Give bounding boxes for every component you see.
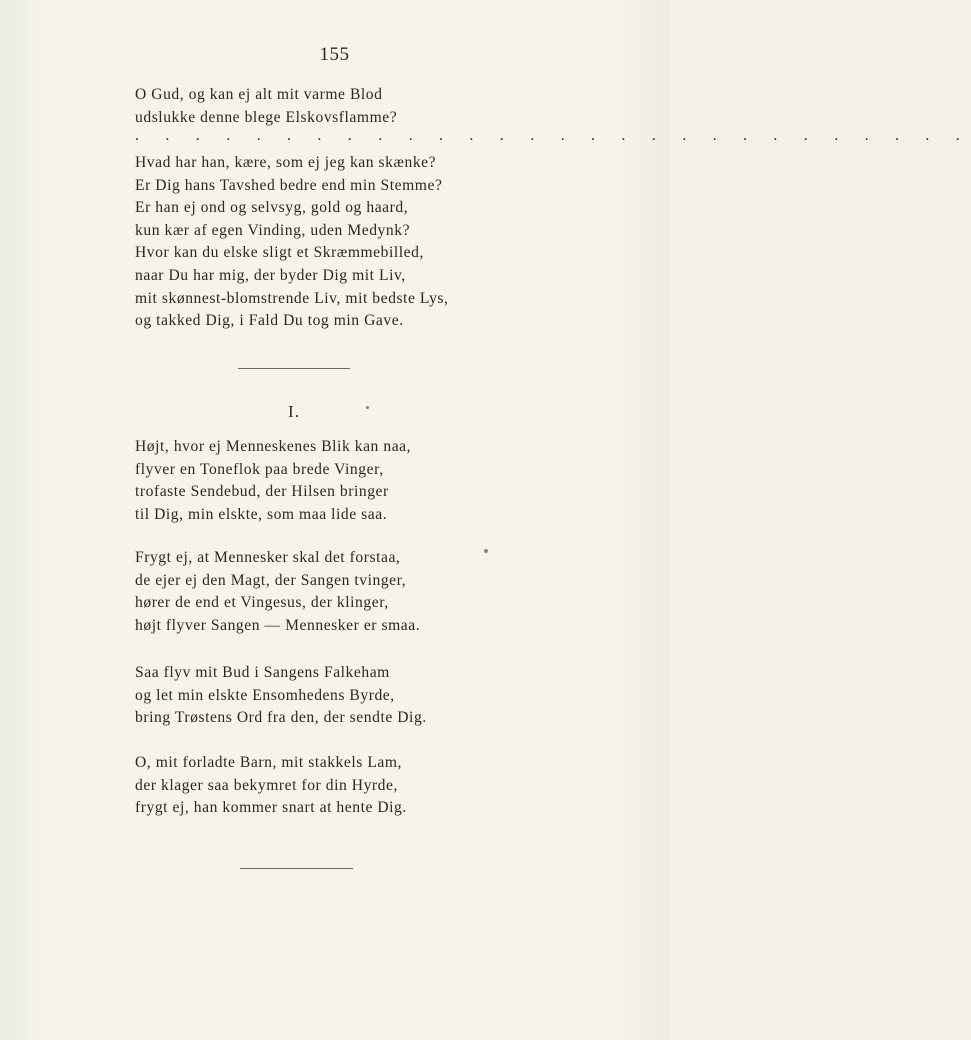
verse-line: de ejer ej den Magt, der Sangen tvinger,: [135, 571, 407, 589]
verse-line: frygt ej, han kommer snart at hente Dig.: [135, 799, 407, 817]
section-divider: [238, 368, 350, 369]
stanza-4: [135, 752, 407, 820]
stanza-3: [135, 662, 427, 730]
verse-line: O Gud, og kan ej alt mit varme Blod: [135, 86, 383, 103]
verse-line: hører de end et Vingesus, der klinger,: [135, 594, 389, 612]
verse-line: der klager saa bekymret for din Hyrde,: [135, 776, 398, 794]
verse-line: bring Trøstens Ord fra den, der sendte Dig.: [135, 709, 427, 727]
verse-line: kun kær af egen Vinding, uden Medynk?: [135, 221, 411, 239]
verse-line: og takked Dig, i Fald Du tog min Gave.: [135, 312, 404, 330]
intro-stanza: [135, 152, 449, 333]
verse-line: Saa flyv mit Bud i Sangens Falkeham: [135, 664, 390, 681]
print-speck: [366, 406, 369, 409]
stanza-2: [135, 547, 420, 637]
print-speck: [484, 549, 488, 553]
verse-line: Er Dig hans Tavshed bedre end min Stemme?: [135, 176, 443, 194]
verse-line: Højt, hvor ej Menneskenes Blik kan naa,: [135, 438, 412, 455]
stanza-1: [135, 436, 411, 526]
verse-line: og let min elskte Ensomhedens Byrde,: [135, 686, 395, 704]
verse-line: Hvad har han, kære, som ej jeg kan skænke?: [135, 154, 437, 171]
ellipsis-dots: . . . . . . . . . . . . . . . . . . . . . . . . . . . .: [135, 127, 971, 144]
opening-verse: [135, 84, 397, 129]
verse-line: Er han ej ond og selvsyg, gold og haard,: [135, 199, 409, 217]
verse-line: flyver en Toneflok paa brede Vinger,: [135, 460, 384, 478]
verse-line: højt flyver Sangen — Mennesker er smaa.: [135, 616, 421, 634]
verse-line: udslukke denne blege Elskovsflamme?: [135, 108, 398, 126]
verse-line: naar Du har mig, der byder Dig mit Liv,: [135, 266, 406, 284]
section-title: I.: [288, 402, 300, 421]
verse-line: Hvor kan du elske sligt et Skræmmebilled,: [135, 244, 424, 262]
verse-line: trofaste Sendebud, der Hilsen bringer: [135, 483, 389, 501]
verse-line: til Dig, min elskte, som maa lide saa.: [135, 505, 388, 523]
verse-line: mit skønnest-blomstrende Liv, mit bedste Lys,: [135, 289, 449, 307]
verse-line: O, mit forladte Barn, mit stakkels Lam,: [135, 754, 402, 771]
page-number: 155: [319, 44, 350, 65]
verse-line: Frygt ej, at Mennesker skal det forstaa,: [135, 549, 401, 566]
end-divider: [240, 868, 353, 869]
